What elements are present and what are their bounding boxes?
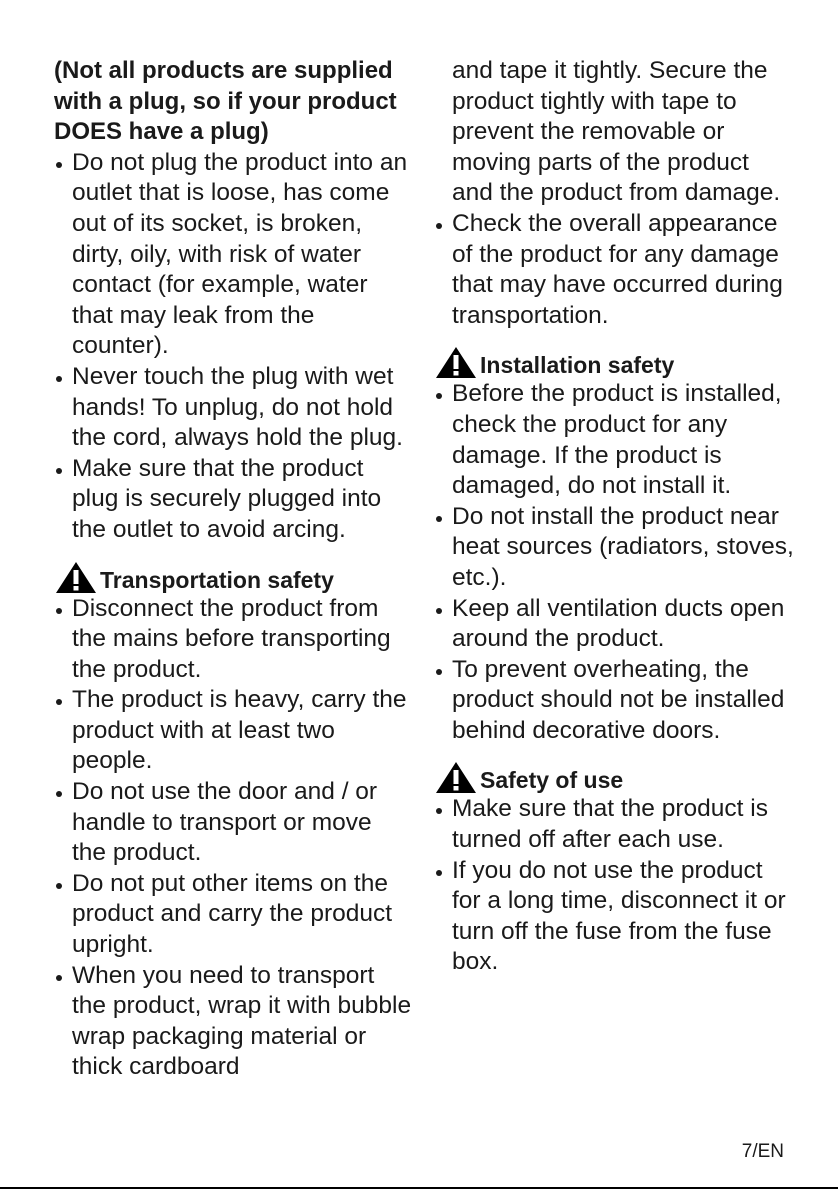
warning-triangle-icon [434, 760, 478, 794]
list-item: Do not put other items on the product and carry the product upright. [54, 869, 412, 961]
plug-bullet-list [54, 148, 412, 546]
list-item: Keep all ventilation ducts open around the product. [434, 594, 794, 655]
installation-bullet-list [434, 379, 794, 746]
transport-continuation-text: and tape it tightly. Secure the product tightly with tape to prevent the removable or moving parts of the product and the product from damage. [452, 57, 781, 207]
section-title: Installation safety [480, 352, 675, 379]
list-item: Disconnect the product from the mains before transporting the product. [54, 594, 412, 686]
list-item: Before the product is installed, check the product for any damage. If the product is damaged, do not install it. [434, 379, 794, 501]
warning-triangle-icon [54, 560, 98, 594]
list-item: Do not install the product near heat sources (radiators, stoves, etc.). [434, 502, 794, 594]
left-column [54, 56, 412, 1083]
right-column [434, 56, 794, 978]
list-item: Check the overall appearance of the product for any damage that may have occurred during transportation. [434, 209, 794, 331]
plug-intro: (Not all products are supplied with a plug, so if your product DOES have a plug) [54, 57, 397, 146]
list-item: Never touch the plug with wet hands! To unplug, do not hold the cord, always hold the plug. [54, 362, 412, 454]
transportation-safety-heading [54, 560, 412, 594]
transport-bullet-list-continued [434, 209, 794, 331]
list-item: Do not use the door and / or handle to transport or move the product. [54, 777, 412, 869]
bottom-divider [0, 1187, 838, 1189]
safety-of-use-heading [434, 760, 794, 794]
section-title: Safety of use [480, 767, 624, 794]
installation-safety-heading [434, 345, 794, 379]
use-bullet-list [434, 794, 794, 978]
list-item: When you need to transport the product, wrap it with bubble wrap packaging material or thick cardboard [54, 961, 412, 1083]
transport-bullet-list [54, 594, 412, 1084]
list-item: Make sure that the product is turned off after each use. [434, 794, 794, 855]
warning-triangle-icon [434, 345, 478, 379]
list-item: If you do not use the product for a long time, disconnect it or turn off the fuse from the fuse box. [434, 856, 794, 978]
section-title: Transportation safety [100, 566, 334, 593]
page-number: 7/EN [741, 1141, 784, 1162]
list-item: Do not plug the product into an outlet that is loose, has come out of its socket, is broken, dirty, oily, with risk of water contact (for example, water that may leak from the counter). [54, 148, 412, 362]
list-item: The product is heavy, carry the product with at least two people. [54, 685, 412, 777]
list-item: To prevent overheating, the product should not be installed behind decorative doors. [434, 655, 794, 747]
list-item: Make sure that the product plug is securely plugged into the outlet to avoid arcing. [54, 454, 412, 546]
